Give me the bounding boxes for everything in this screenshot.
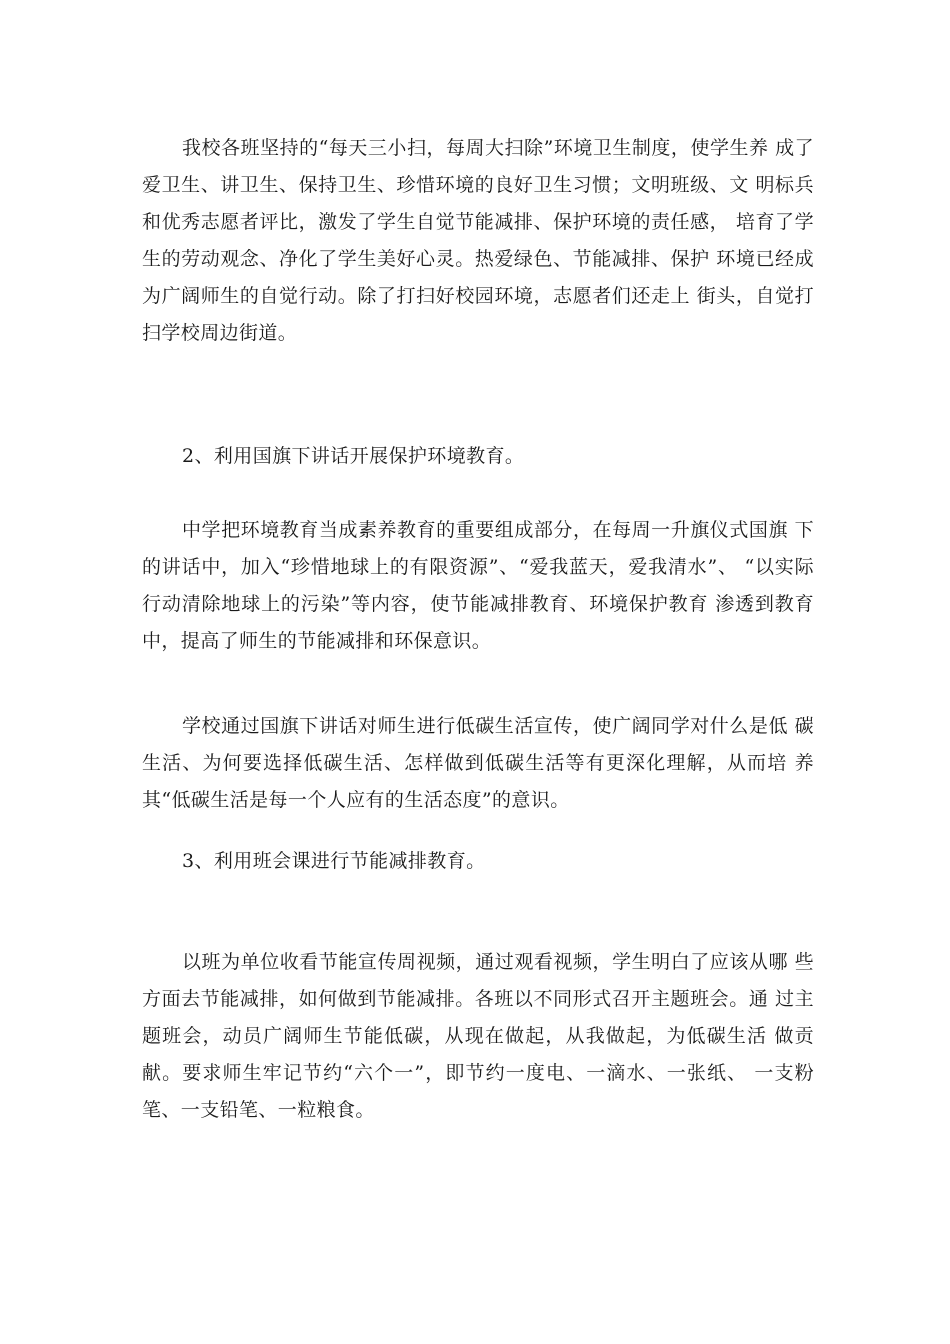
section-heading-flag-speech: 2、利用国旗下讲话开展保护环境教育。 xyxy=(182,445,525,467)
section-heading-class-meeting: 3、利用班会课进行节能减排教育。 xyxy=(182,850,486,872)
paragraph-flag-speech-content: 中学把环境教育当成素养教育的重要组成部分，在每周一升旗仪式国旗 下的讲话中，加入“珍惜地球上的有限资源”、“爱我蓝天，爱我清水”、 “以实际行动清除地球上的污染”等内容，使节能减排教育、环境保护教育 渗透到教育中，提高了师生的节能减排和环保意识。 xyxy=(142,519,814,652)
paragraph-class-meeting-content: 以班为单位收看节能宣传周视频，通过观看视频，学生明白了应该从哪 些方面去节能减排，如何做到节能减排。各班以不同形式召开主题班会。通 过主题班会，动员广阔师生节能低碳，从现在做起，从我做起，为低碳生活 做贡献。要求师生牢记节约“六个一”，即节约一度电、一滴水、一张纸、 一支粉笔、一支铅笔、一粒粮食。 xyxy=(142,951,814,1121)
paragraph-low-carbon-promotion: 学校通过国旗下讲话对师生进行低碳生活宣传，使广阔同学对什么是低 碳生活、为何要选择低碳生活、怎样做到低碳生活等有更深化理解，从而培 养其“低碳生活是每一个人应有的生活态度”的意识。 xyxy=(142,715,814,811)
paragraph-sanitation-system: 我校各班坚持的“每天三小扫，每周大扫除”环境卫生制度，使学生养 成了爱卫生、讲卫生、保持卫生、珍惜环境的良好卫生习惯；文明班级、文 明标兵和优秀志愿者评比，激发了学生自觉节能减排、保护环境的责任感， 培育了学生的劳动观念、净化了学生美好心灵。热爱绿色、节能减排、保护 环境已经成为广阔师生的自觉行动。除了打扫好校园环境，志愿者们还走上 街头，自觉打扫学校周边街道。 xyxy=(142,137,814,344)
